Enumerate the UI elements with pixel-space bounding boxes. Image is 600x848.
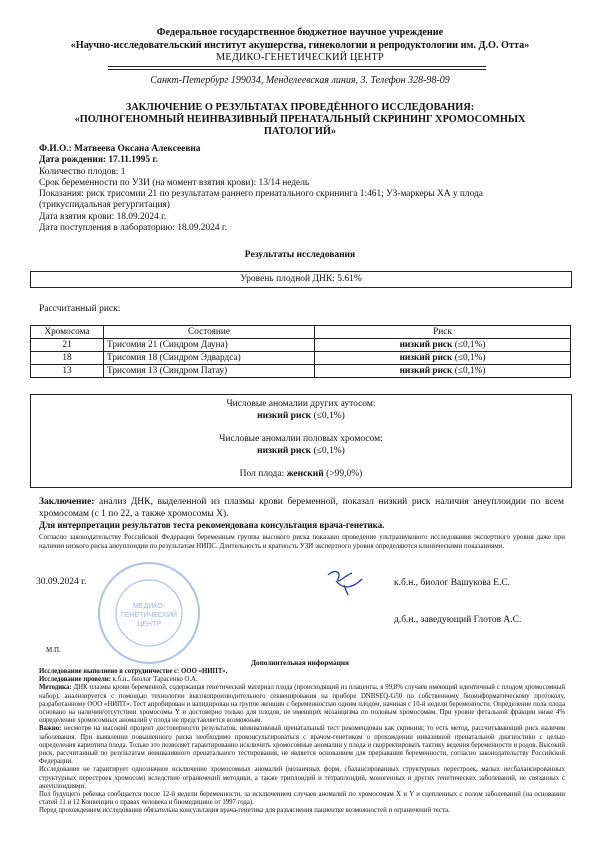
sex-chrom-label: Числовые аномалии половых хромосом: [219,434,383,444]
table-row [31,365,571,378]
risk-cell [315,339,571,352]
state-cell: Трисомия 18 (Синдром Эдвардса) [104,352,315,365]
autosomes-risk: низкий риск [257,410,312,421]
fetal-sex [31,469,571,481]
sex-chrom-value: (≤0,1%) [313,445,345,456]
fetal-dna-box [30,271,572,288]
col-state: Состояние [104,326,315,339]
risk-value: (≤0,1%) [454,366,486,376]
chromosome-cell: 13 [31,365,104,378]
method-label: Методика: [39,684,72,692]
stamp-place-label: М.П. [46,646,61,654]
risk-level: низкий риск [399,340,453,350]
institution-type: Федеральное государственное бюджетное научное учреждение [156,27,444,38]
autosomes-label: Числовые аномалии других аутосом: [226,399,376,409]
risk-table-header [31,326,571,339]
important-label: Важно: [39,725,62,733]
consultation-note: Перед прохождением исследования обязательна консультация врача-генетика для разъяснения пациентке возможностей и ограничений теста. [39,807,450,815]
lab-date: Дата поступления в лабораторию: 18.09.2024 г. [39,223,227,234]
method [39,684,565,725]
chromosome-cell: 18 [31,352,104,365]
fetal-dna-level: Уровень плодной ДНК: 5.61% [240,274,362,284]
calculated-risk-label: Рассчитанный риск: [39,304,121,314]
conclusion-text: анализ ДНК, выделенной из плазмы крови беременной, показал низкий риск наличия анеуплоидии по всем хромосомам (с 1 по 22, а также хромосомы Х). [39,497,565,519]
sex-chrom-risk: низкий риск [257,445,312,456]
method-text: ДНК плазмы крови беременной, содержащая генетический материал плода (происходящий из плаценты, в 99,8% случаев имеющий идентичный с плодом хромосомный набор), анализируется с помощью технологии высокопроизводительного секвенирования на приборе DNBSEQ-G50 по собственному биоинформатическому протоколу, разработанному ООО «НИПТ». Тест апробирован и валидирован на группе женщин с беременностью одним плодом, начиная с 10-й недели беременности. Определение пола плода основано на наличии/отсутствии хромосомы Y и достоверно только для плодов, не имеющих мозаицизма по половым хромосомам. При уровне фетальной фракции ниже 4% определение хромосомных аномалий у плода не представляется возможным. [39,684,565,725]
signature [324,565,366,597]
conclusion [39,497,564,520]
title-line-3: ПАТОЛОГИЙ» [263,126,337,137]
center-name: МЕДИКО-ГЕНЕТИЧЕСКИЙ ЦЕНТР [216,52,384,63]
additional-info [39,668,565,816]
performed-with: Исследование выполнено в сотрудничестве с: ООО «НИПТ». [39,668,228,675]
svg-text:ЦЕНТР: ЦЕНТР [137,621,161,628]
other-anomalies-box [30,394,572,488]
header-divider [108,66,486,67]
table-row [31,352,571,365]
risk-cell [315,352,571,365]
patient-birth: Дата рождения: 17.11.1995 г. [39,155,158,166]
address: Санкт-Петербург 199034, Менделеевская линия, 3. Телефон 328-98-09 [150,75,450,86]
legal-note: Согласно законодательству Российской Федерации беременным группы высокого риска показано проведение ультразвукового исследования экспертного уровня даже при наличии низкого риска анеуплоидии по результатам НИПС. Длительность и кратность УЗИ экспертного уровня определяются клиническими показаниями. [39,533,565,550]
important-text: несмотря на высокий процент достоверности результатов, неинвазивный пренатальный тест рекомендован как скрининг, то есть метод, рассчитывающий риск наличия заболевания. При выявлении повышенного риска необходимо проконсультироваться с врачом-генетиком о прохождении инвазивной пренатальной диагностики с целью определения кариотипа плода. Только это позволяет гарантированно исключить хромосомные аномалии у плода и скорректировать тактику ведения беременности и родов. Высокий риск, рассчитанный по результатам неинвазивного пренатального тестирования, не является основанием для прерывания беременности, согласно законодательству Российской Федерации. [39,725,565,766]
institution-name: «Научно-исследовательский институт акушерства, гинекологии и репродуктологии им. Д.О. Отта» [70,40,530,51]
report-title [60,102,540,138]
blood-date: Дата взятия крови: 18.09.2024 г. [39,211,167,222]
risk-value: (≤0,1%) [454,353,486,363]
sex-chrom-result [31,446,571,458]
conducted-by [39,676,565,684]
fetus-count: Количество плодов: 1 [39,166,126,177]
fetal-sex-pct: (>99,0%) [326,469,363,479]
important [39,725,565,766]
col-chromosome: Хромосома [31,326,104,339]
indications: Показания: риск трисомии 21 по результатам раннего пренатального скрининга 1:461; УЗ-маркеры ХА у плода [39,189,483,200]
report-date: 30.09.2024 г. [36,577,87,587]
head-signature: д.б.н., заведующий Глотов А.С. [394,615,522,625]
svg-text:МЕДИКО-: МЕДИКО- [132,603,166,610]
conducted-value: к.б.н., биолог Тарасенко О.А. [110,676,198,684]
risk-value: (≤0,1%) [454,340,486,350]
patient-info [39,144,569,234]
title-line-2: «ПОЛНОГЕНОМНЫЙ НЕИНВАЗИВНЫЙ ПРЕНАТАЛЬНЫЙ СКРИНИНГ ХРОМОСОМНЫХ [74,114,526,125]
risk-table [30,325,571,378]
limitations: Исследование не гарантирует однозначное исключение хромосомных аномалий (мозаичных форм, сбалансированных структурных перестроек, малых несбалансированных структурных перестроек хромосом) вследствие ограничений методики, а также триплоидий и тетраплоидий, моногенных и других генетических заболеваний, не связанных с анеуплоидиями. [39,766,565,790]
autosomes-value: (≤0,1%) [313,410,345,421]
recommendation: Для интерпретации результатов теста рекомендована консультация врача-генетика. [39,520,385,530]
conducted-label: Исследование провели: [39,676,111,684]
risk-cell [315,365,571,378]
fetal-sex-label: Пол плода: [239,469,285,479]
table-row [31,339,571,352]
state-cell: Трисомия 21 (Синдром Дауна) [104,339,315,352]
pregnancy-term: Срок беременности по УЗИ (на момент взятия крови): 13/14 недель [39,177,310,188]
header-divider-2 [108,69,486,70]
title-line-1: ЗАКЛЮЧЕНИЕ О РЕЗУЛЬТАТАХ ПРОВЕДЁННОГО ИССЛЕДОВАНИЯ: [125,102,475,113]
additional-info-title: Дополнительная информация [251,659,349,667]
chromosome-cell: 21 [31,339,104,352]
results-title: Результаты исследования [244,250,356,260]
biologist-signature: к.б.н., биолог Вашукова Е.С. [394,578,511,588]
institution-stamp [96,560,202,666]
risk-level: низкий риск [399,353,453,363]
risk-level: низкий риск [399,366,453,376]
svg-text:ГЕНЕТИЧЕСКИЙ: ГЕНЕТИЧЕСКИЙ [120,612,178,619]
patient-name: Ф.И.О.: Матвеева Оксана Алексеевна [39,144,201,154]
indications-cont: (трикуспидальная регургитация) [39,200,170,211]
autosomes-result [31,411,571,423]
conclusion-label: Заключение: [39,497,95,507]
fetal-sex-value: женский [286,469,324,479]
col-risk: Риск [315,326,571,339]
sex-disclosure: Пол будущего ребенка сообщается после 12-й недели беременности, за исключением случаев аномалий по хромосомам X и Y и сцепленных с полом заболеваний (на основании статей 11 и 12 Конвенции о правах человека и биомедицине от 1997 года). [39,791,565,807]
state-cell: Трисомия 13 (Синдром Патау) [104,365,315,378]
